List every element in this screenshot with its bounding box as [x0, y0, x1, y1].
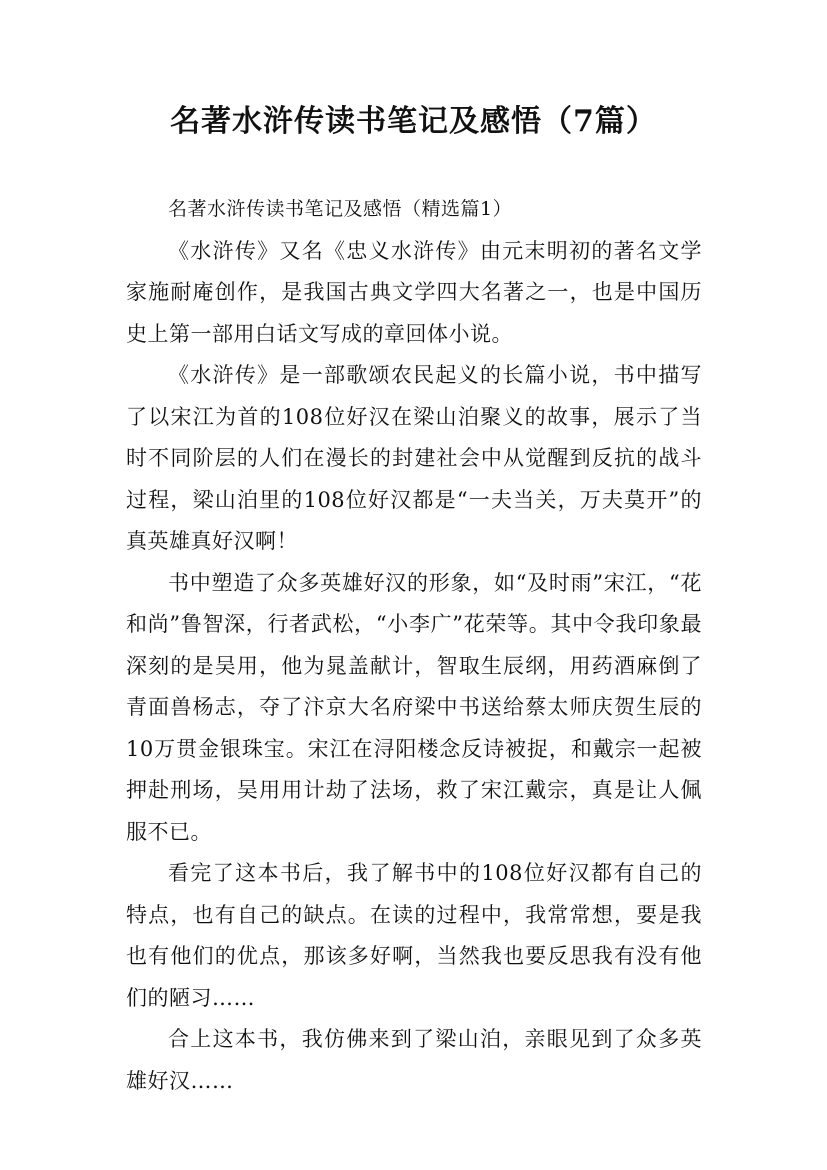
paragraph-characters: 书中塑造了众多英雄好汉的形象，如“及时雨”宋江，“花和尚”鲁智深，行者武松，“小李广”花荣等。其中令我印象最深刻的是吴用，他为晁盖献计，智取生辰纲，用药酒麻倒了青面兽杨志，夺了汴京大名府梁中书送给蔡太师庆贺生辰的10万贯金银珠宝。宋江在浔阳楼念反诗被捉，和戴宗一起被押赴刑场，吴用用计劫了法场，救了宋江戴宗，真是让人佩服不已。: [126, 570, 702, 844]
document-body: [126, 189, 702, 1102]
section-subheading: 名著水浒传读书笔记及感悟（精选篇1）: [168, 198, 513, 220]
paragraph-summary: 《水浒传》是一部歌颂农民起义的长篇小说，书中描写了以宋江为首的108位好汉在梁山泊聚义的故事，展示了当时不同阶层的人们在漫长的封建社会中从觉醒到反抗的战斗过程，梁山泊里的108位好汉都是“一夫当关，万夫莫开”的真英雄真好汉啊！: [126, 363, 702, 553]
paragraph-intro: 《水浒传》又名《忠义水浒传》由元末明初的著名文学家施耐庵创作，是我国古典文学四大名著之一，也是中国历史上第一部用白话文写成的章回体小说。: [126, 238, 702, 346]
document-title: 名著水浒传读书笔记及感悟（7篇）: [170, 104, 657, 139]
paragraph-reflection: 看完了这本书后，我了解书中的108位好汉都有自己的特点，也有自己的缺点。在读的过程中，我常常想，要是我也有他们的优点，那该多好啊，当然我也要反思我有没有他们的陋习……: [126, 861, 702, 1010]
paragraph-closing: 合上这本书，我仿佛来到了梁山泊，亲眼见到了众多英雄好汉……: [126, 1027, 702, 1093]
